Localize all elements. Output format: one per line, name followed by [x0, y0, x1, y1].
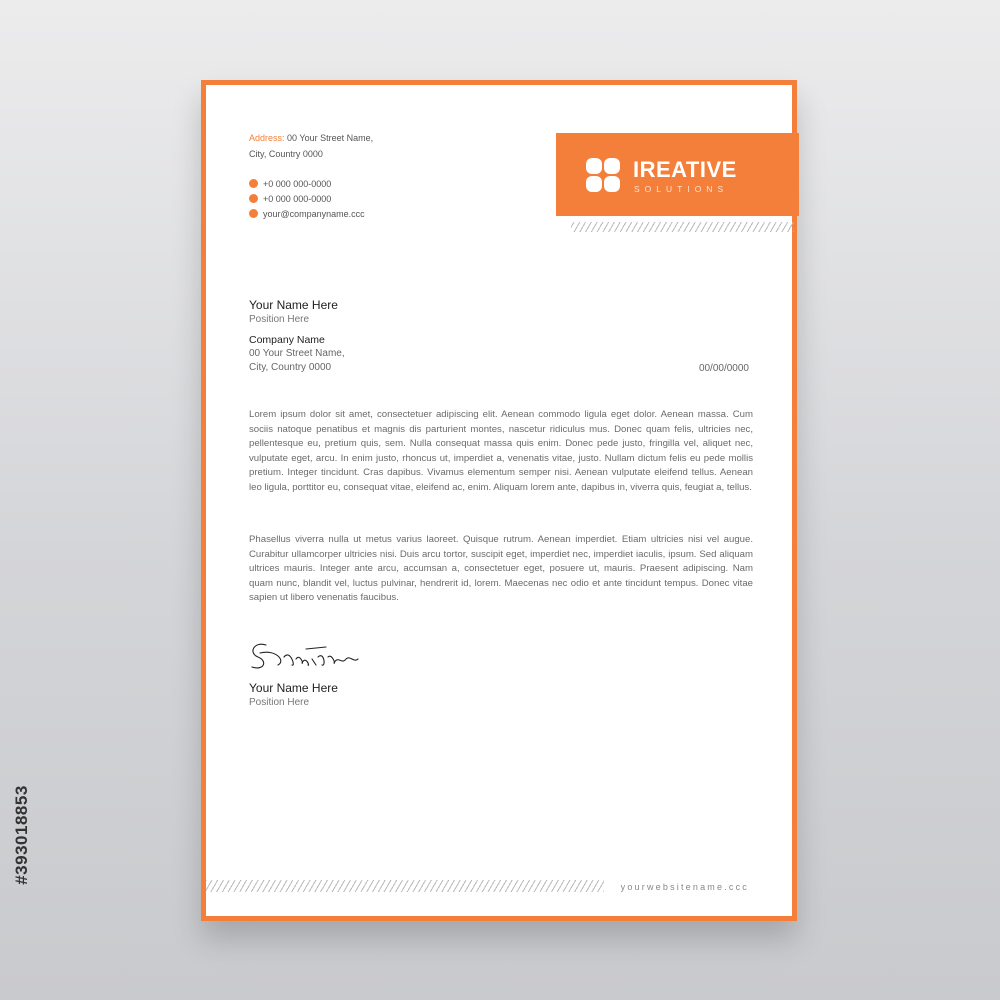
email-address: your@companyname.ccc [263, 209, 365, 219]
address-block [249, 133, 373, 159]
header-hatch-divider [571, 222, 794, 232]
phone-number: +0 000 000-0000 [263, 179, 332, 189]
logo-title: IREATIVE [633, 157, 737, 182]
email-row [249, 207, 365, 222]
letterhead-page [201, 80, 797, 921]
logo-banner [556, 133, 799, 216]
signatory-name: Your Name Here [249, 681, 338, 695]
letter-date: 00/00/0000 [698, 363, 749, 374]
address-line2: City, Country 0000 [249, 149, 323, 159]
signatory-position: Position Here [249, 697, 310, 708]
footer-hatch-divider [206, 880, 604, 892]
body-paragraph-1: Lorem ipsum dolor sit amet, consectetuer adipiscing elit. Aenean commodo ligula eget dolor. Aenean massa. Cum sociis natoque penatibus et magnis dis parturient montes, nascetur ridiculus mus. Donec quam felis, ultricies nec, pellentesque eu, pretium quis, sem. Nulla consequat massa quis enim. Donec pede justo, fringilla vel, aliquet nec, vulputate eget, arcu. In enim justo, rhoncus ut, imperdiet a, venenatis vitae, justo. Nullam dictum felis eu pede mollis pretium. Integer tincidunt. Cras dapibus. Vivamus elementum semper nisi. Aenean vulputate eleifend tellus. Aenean leo ligula, porttitor eu, consequat vitae, eleifend ac, enim. Aliquam lorem ante, dapibus in, viverra quis, feugiat a, tellus. [249, 409, 753, 493]
recipient-position: Position Here [249, 314, 310, 325]
mobile-row [249, 192, 365, 207]
recipient-city: City, Country 0000 [249, 362, 332, 373]
footer-website: yourwebsitename.ccc [620, 882, 749, 892]
contact-list [249, 177, 365, 222]
address-line1: 00 Your Street Name, [287, 133, 374, 143]
recipient-street: 00 Your Street Name, [249, 348, 345, 359]
logo-subtitle: SOLUTIONS [634, 184, 729, 194]
handwritten-signature [246, 635, 361, 677]
phone-row [249, 177, 365, 192]
phone-icon [249, 179, 258, 188]
email-icon [249, 209, 258, 218]
mobile-icon [249, 194, 258, 203]
mobile-number: +0 000 000-0000 [263, 194, 332, 204]
recipient-block [249, 298, 345, 375]
address-label: Address: [249, 133, 285, 143]
signature-block [249, 681, 338, 708]
stock-id [2, 760, 42, 910]
logo-grid-icon [586, 158, 620, 192]
recipient-name: Your Name Here [249, 298, 338, 312]
body-paragraph-2: Phasellus viverra nulla ut metus varius laoreet. Quisque rutrum. Aenean imperdiet. Etiam ultricies nisi vel augue. Curabitur ullamcorper ultricies nisi. Duis arcu tortor, suscipit eget, imperdiet nec, imperdiet iaculis, ipsum. Sed aliquam ultrices mauris. Integer ante arcu, accumsan a, consectetuer eget, posuere ut, mauris. Praesent adipiscing. Nam quam nunc, blandit vel, luctus pulvinar, hendrerit id, lorem. Maecenas nec odio et ante tincidunt tempus. Donec vitae sapien ut libero venenatis faucibus. [249, 534, 753, 603]
stock-id-text: #393018853 [12, 785, 32, 885]
recipient-company: Company Name [249, 334, 325, 346]
